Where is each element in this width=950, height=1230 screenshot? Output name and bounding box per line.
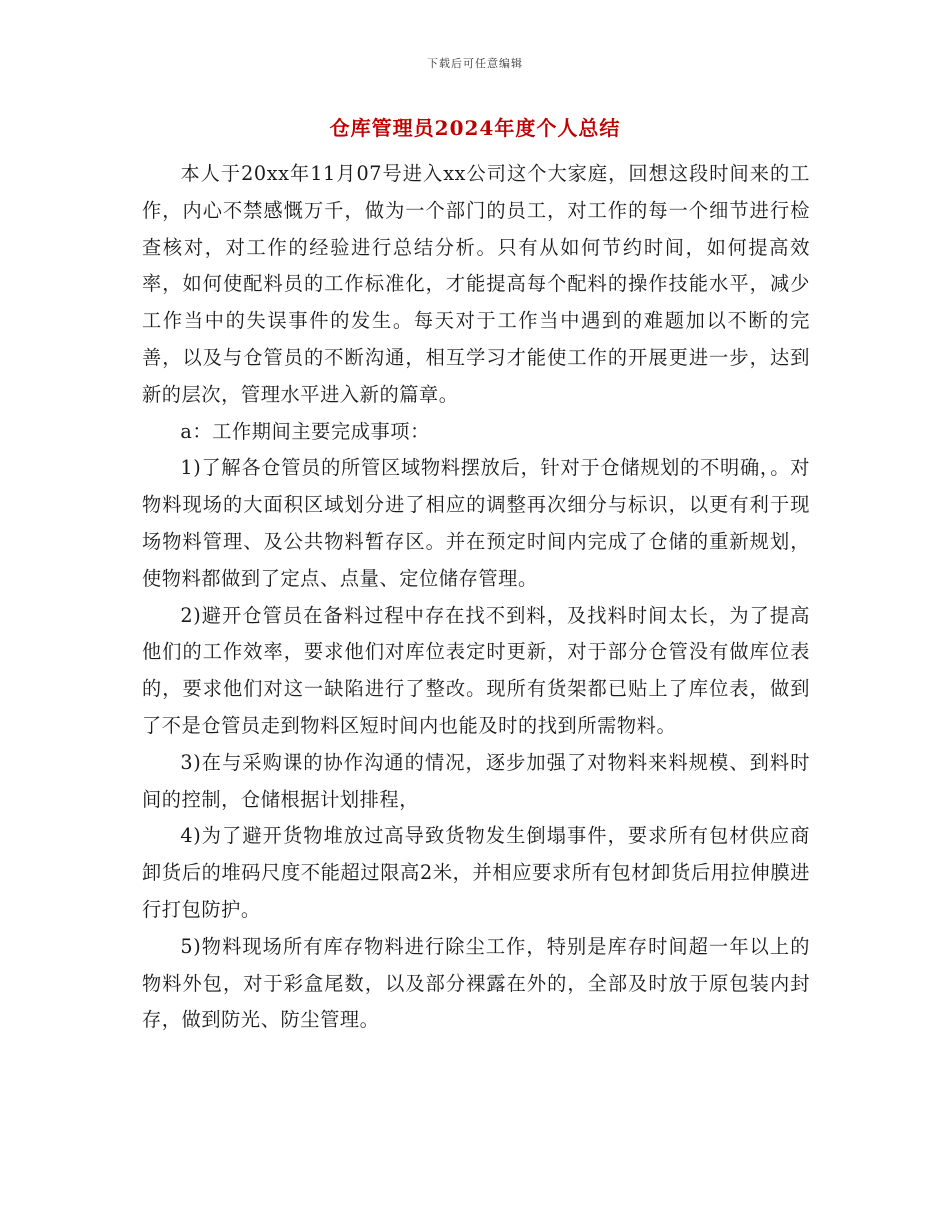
paragraph-intro: 本人于20xx年11月07号进入xx公司这个大家庭，回想这段时间来的工作，内心不禁感慨万千，做为一个部门的员工，对工作的每一个细节进行检查核对，对工作的经验进行总结分析。只有从如何节约时间，如何提高效率，如何使配料员的工作标准化，才能提高每个配料的操作技能水平，减少工作当中的失误事件的发生。每天对于工作当中遇到的难题加以不断的完善，以及与仓管员的不断沟通，相互学习才能使工作的开展更进一步，达到新的层次，管理水平进入新的篇章。 <box>142 162 810 406</box>
header-note: 下载后可任意编辑 <box>427 57 523 70</box>
paragraph-item-1: 1)了解各仓管员的所管区域物料摆放后，针对于仓储规划的不明确，。对物料现场的大面积区域划分进了相应的调整再次细分与标识，以更有利于现场物料管理、及公共物料暂存区。并在预定时间内完成了仓储的重新规划，使物料都做到了定点、点量、定位储存管理。 <box>142 456 810 590</box>
document-title: 仓库管理员2024年度个人总结 <box>329 116 621 140</box>
paragraph-section-heading: a：工作期间主要完成事项： <box>180 419 430 443</box>
paragraph-item-5: 5)物料现场所有库存物料进行除尘工作，特别是库存时间超一年以上的物料外包，对于彩盒尾数，以及部分裸露在外的，全部及时放于原包装内封存，做到防光、防尘管理。 <box>142 934 810 1032</box>
document-body <box>142 156 810 1039</box>
paragraph-item-2: 2)避开仓管员在备料过程中存在找不到料，及找料时间太长，为了提高他们的工作效率，要求他们对库位表定时更新，对于部分仓管没有做库位表的，要求他们对这一缺陷进行了整改。现所有货架都已贴上了库位表，做到了不是仓管员走到物料区短时间内也能及时的找到所需物料。 <box>142 603 810 737</box>
paragraph-item-3: 3)在与采购课的协作沟通的情况，逐步加强了对物料来料规模、到料时间的控制，仓储根据计划排程， <box>142 750 810 811</box>
paragraph-item-4: 4)为了避开货物堆放过高导致货物发生倒塌事件，要求所有包材供应商卸货后的堆码尺度不能超过限高2米，并相应要求所有包材卸货后用拉伸膜进行打包防护。 <box>142 824 810 921</box>
